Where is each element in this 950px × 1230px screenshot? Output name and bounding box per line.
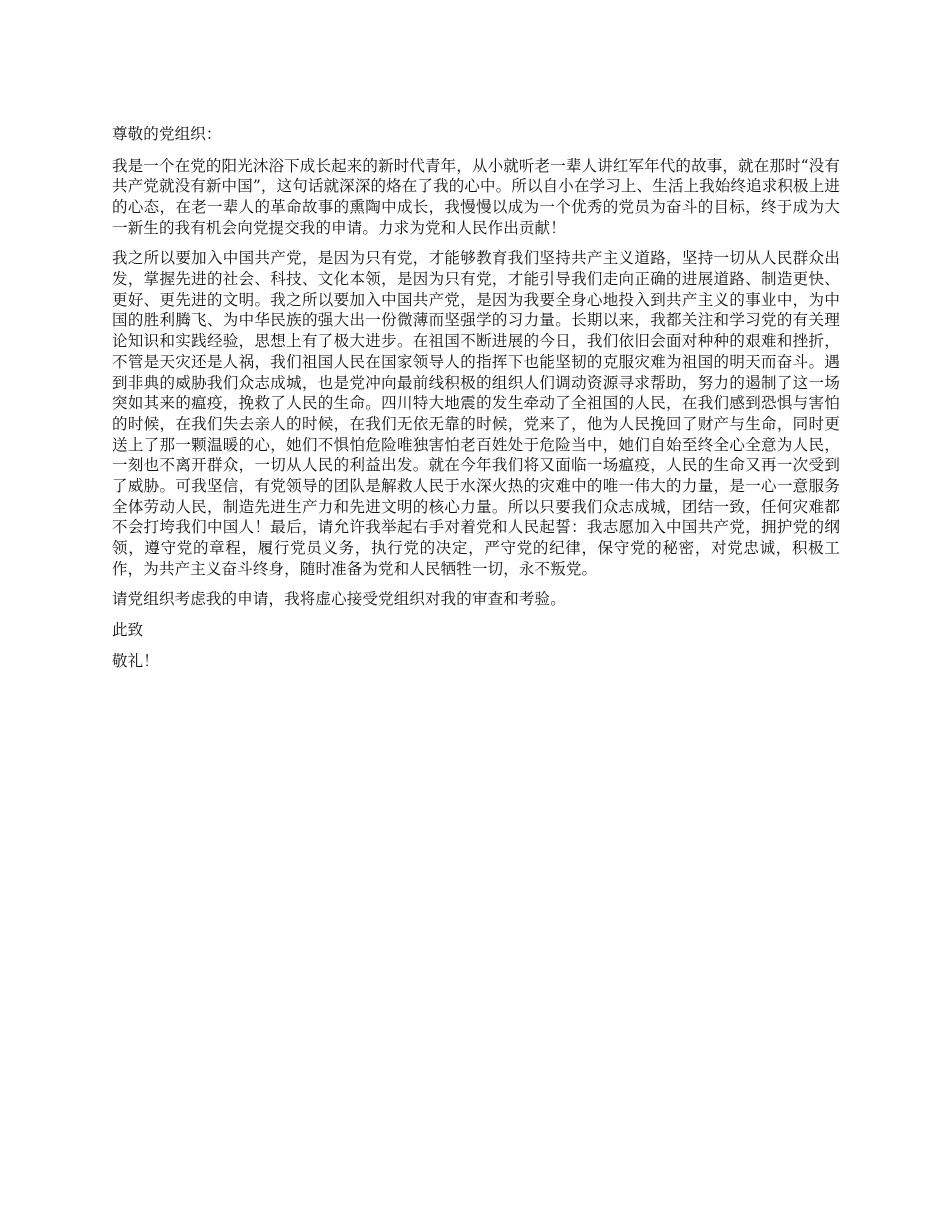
paragraph-request: 请党组织考虑我的申请，我将虚心接受党组织对我的审查和考验。 xyxy=(112,590,566,609)
salutation: 尊敬的党组织： xyxy=(112,125,222,143)
closing-cizhi: 此致 xyxy=(112,620,144,639)
closing-jingli: 敬礼！ xyxy=(112,651,159,670)
paragraph-intro: 我是一个在党的阳光沐浴下成长起来的新时代青年，从小就听老一辈人讲红军年代的故事，就在那时“没有共产党就没有新中国”，这句话就深深的烙在了我的心中。所以自小在学习上、生活上我始终追求积极上进的心态，在老一辈人的革命故事的熏陶中成长，我慢慢以成为一个优秀的党员为奋斗的目标，终于成为大一新生的我有机会向党提交我的申请。力求为党和人民作出贡献！ xyxy=(112,156,840,237)
letter-body xyxy=(112,124,840,681)
paragraph-reasons: 我之所以要加入中国共产党，是因为只有党，才能够教育我们坚持共产主义道路，坚持一切从人民群众出发，掌握先进的社会、科技、文化本领，是因为只有党，才能引导我们走向正确的进展道路、制造更快、更好、更先进的文明。我之所以要加入中国共产党，是因为我要全身心地投入到共产主义的事业中，为中国的胜利腾飞、为中华民族的强大出一份微薄而坚强学的习力量。长期以来，我都关注和学习党的有关理论知识和实践经验，思想上有了极大进步。在祖国不断进展的今日，我们依旧会面对种种的艰难和挫折，不管是天灾还是人祸，我们祖国人民在国家领导人的指挥下也能坚韧的克服灾难为祖国的明天而奋斗。遇到非典的威胁我们众志成城，也是党冲向最前线积极的组织人们调动资源寻求帮助，努力的遏制了这一场突如其来的瘟疫，挽救了人民的生命。四川特大地震的发生牵动了全祖国的人民，在我们感到恐惧与害怕的时候，在我们失去亲人的时候，在我们无依无靠的时候，党来了，他为人民挽回了财产与生命，同时更送上了那一颗温暖的心，她们不惧怕危险唯独害怕老百姓处于危险当中，她们自始至终全心全意为人民，一刻也不离开群众，一切从人民的利益出发。就在今年我们将又面临一场瘟疫，人民的生命又再一次受到了威胁。可我坚信，有党领导的团队是解救人民于水深火热的灾难中的唯一伟大的力量，是一心一意服务全体劳动人民，制造先进生产力和先进文明的核心力量。所以只要我们众志成城，团结一致，任何灾难都不会打垮我们中国人！最后，请允许我举起右手对着党和人民起誓：我志愿加入中国共产党，拥护党的纲领，遵守党的章程，履行党员义务，执行党的决定，严守党的纪律，保守党的秘密，对党忠诚，积极工作，为共产主义奋斗终身，随时准备为党和人民牺牲一切，永不叛党。 xyxy=(112,249,840,578)
